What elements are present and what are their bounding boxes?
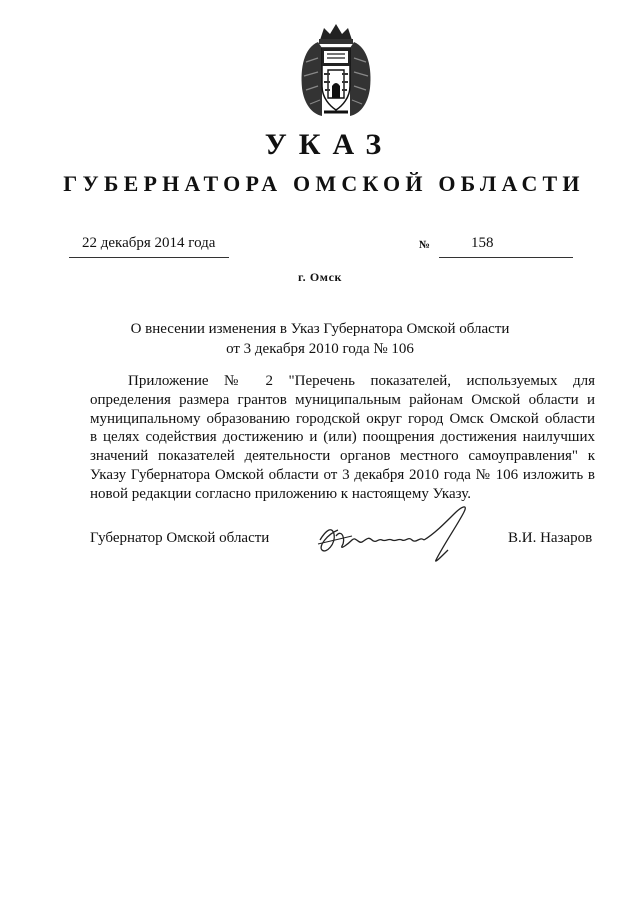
subject-line-1: О внесении изменения в Указ Губернатора Омской области [130,321,510,337]
number-field [419,233,574,257]
document-subtitle: ГУБЕРНАТОРА ОМСКОЙ ОБЛАСТИ [63,171,585,196]
body-line: определения размера грантов муниципальным районам Омской области и [90,391,595,408]
subject-line-2: от 3 декабря 2010 года № 106 [226,341,414,357]
signatory-title: Губернатор Омской области [90,530,270,546]
document-number: 158 [471,235,494,251]
handwritten-signature [312,500,482,568]
document-title: УКАЗ [264,128,394,161]
date-field [69,233,229,258]
number-underline [439,233,573,258]
coat-of-arms-emblem [294,18,378,118]
body-line: в целях содействия достижению и (или) поощрения достижения наилучших [90,429,595,446]
body-line: новой редакции согласно приложению к настоящему Указу. [90,485,471,502]
document-body [90,372,595,504]
body-line: Приложение № 2 "Перечень показателей, используемых для [128,373,595,389]
body-line: значений показателей деятельности органов местного самоуправления" к [90,448,595,465]
document-city: г. Омск [297,270,343,284]
body-line: Указу Губернатора Омской области от 3 декабря 2010 года № 106 изложить в [90,466,595,483]
number-label: № [419,239,431,251]
document-date: 22 декабря 2014 года [82,235,216,251]
signatory-name: В.И. Назаров [508,530,593,546]
body-line: муниципальному образованию городской округ город Омск Омской области [90,410,595,427]
document-subject [120,319,520,359]
